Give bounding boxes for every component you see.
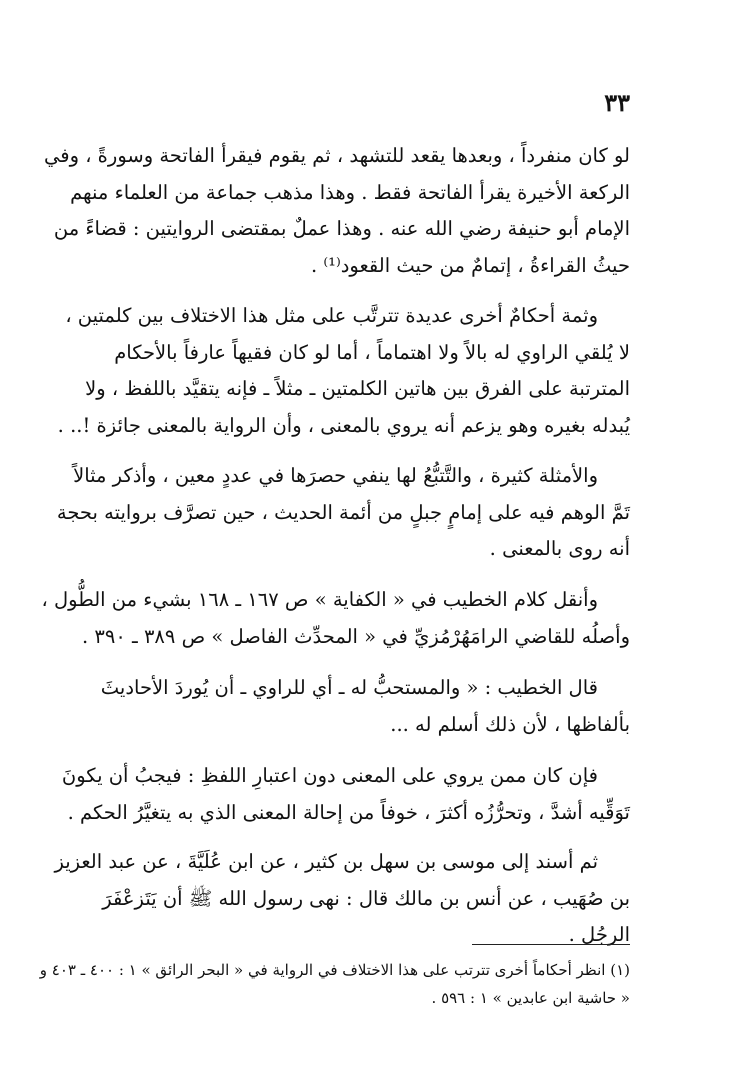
text-line: قال الخطيب : « والمستحبُّ له ـ أي للراوي ـ أن يُوردَ الأحاديثَ [100,676,598,699]
text-line: الإمام أبو حنيفة رضي الله عنه . وهذا عملٌ بمقتضى الروايتين : قضاءً من [53,217,630,240]
footnotes [39,956,630,1012]
text-line: بن صُهَيب ، عن أنس بن مالك قال : نهى رسول الله ﷺ أن يَتَزعْفَرَ [102,886,630,910]
paragraph-5 [88,670,630,743]
page-number: ٣٣ [604,88,630,117]
text-line: تَوَقِّيه أشدَّ ، وتحرُّزُه أكثرَ ، خوفاً من إحالة المعنى الذي به يتغيَّرُ الحكم . [67,800,630,824]
text-line: والأمثلة كثيرة ، والتَّتبُّعُ لها ينفي حصرَها في عددٍ معين ، وأذكر مثالاً [73,464,598,487]
paragraph-1 [44,138,630,284]
text-line: أنه روى بالمعنى . [489,537,630,560]
paragraph-7 [54,844,630,954]
text-line: وأصلُه للقاضي الرامَهُرْمُزيِّ في « المحدِّث الفاصل » ص ٣٨٩ ـ ٣٩٠ . [82,624,630,648]
paragraph-4 [41,582,630,655]
paragraph-2 [57,298,630,444]
text-line: حيثُ القراءةُ ، إتمامٌ من حيث القعود⁽¹⁾ . [310,253,630,277]
text-line: فإن كان ممن يروي على المعنى دون اعتبارِ اللفظِ : فيجبُ أن يكونَ [61,764,598,787]
text-line: يُبدله بغيره وهو يزعم أنه يروي بالمعنى ، وأن الرواية بالمعنى جائزة !.. . [57,413,630,437]
text-line: الركعة الأخيرة يقرأ الفاتحة فقط . وهذا مذهب جماعة من العلماء منهم [70,180,630,204]
text-line: المترتبة على الفرق بين هاتين الكلمتين ـ مثلاً ـ فإنه يتقيَّد باللفظ ، ولا [85,377,630,400]
text-line: الرجُل . [568,923,630,946]
paragraph-3 [56,458,630,568]
text-line: بألفاظها ، لأن ذلك أسلم له ... [390,712,630,736]
text-line: لو كان منفرداً ، وبعدها يقعد للتشهد ، ثم يقوم فيقرأ الفاتحة وسورةً ، وفي [44,144,630,167]
text-line: وثمة أحكامٌ أخرى عديدة تترتَّب على مثل هذا الاختلاف بين كلمتين ، [65,304,598,327]
footnote-line: (١) انظر أحكاماً أخرى تترتب على هذا الاختلاف في الرواية في « البحر الرائق » ١ : ٤٠٠ ـ ٤٠٣ و [39,961,630,979]
text-line: لا يُلقي الراوي له بالاً ولا اهتماماً ، أما لو كان فقيهاً عارفاً بالأحكام [114,340,630,364]
footnote-line: « حاشية ابن عابدين » ١ : ٥٩٦ . [431,989,630,1007]
text-line: ثم أسند إلى موسى بن سهل بن كثير ، عن ابن عُلَيَّةَ ، عن عبد العزيز [54,850,598,873]
footnote-divider [472,944,630,945]
paragraph-6 [61,758,630,831]
text-line: تَمَّ الوهم فيه على إمامٍ جبلٍ من أئمة الحديث ، حين تصرَّف بروايته بحجة [56,500,630,524]
text-line: وأنقل كلام الخطيب في « الكفاية » ص ١٦٧ ـ ١٦٨ بشيء من الطُّول ، [41,588,598,611]
